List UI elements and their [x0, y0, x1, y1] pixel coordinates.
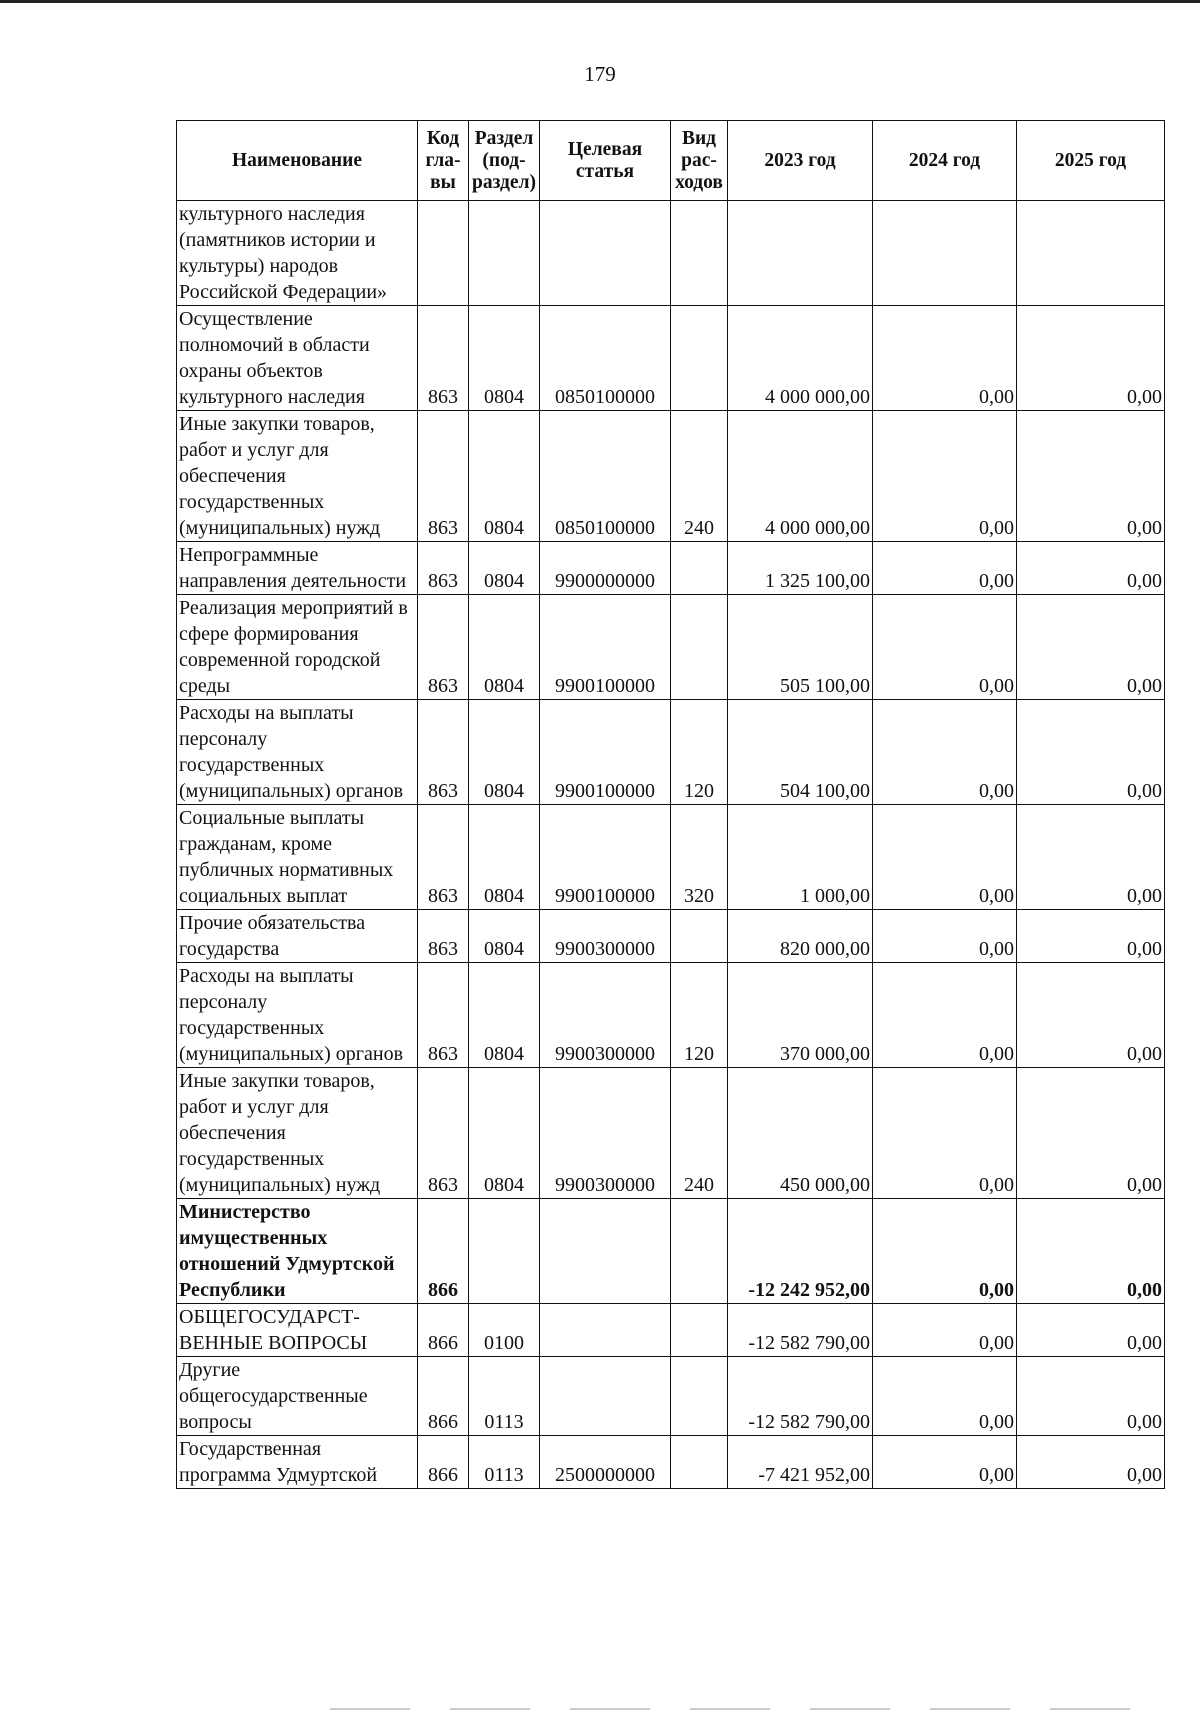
- cell-chapter: 863: [418, 595, 469, 700]
- cell-chapter: 863: [418, 805, 469, 910]
- cell-type: [671, 1436, 728, 1489]
- header-target: Целевая статья: [540, 121, 671, 201]
- cell-target: 9900300000: [540, 1068, 671, 1199]
- cell-y2024: 0,00: [873, 542, 1017, 595]
- cell-chapter: [418, 201, 469, 306]
- cell-name: Государственная программа Удмуртской: [177, 1436, 418, 1489]
- cell-y2024: 0,00: [873, 963, 1017, 1068]
- cell-section: 0804: [469, 411, 540, 542]
- page-number: 179: [584, 62, 616, 86]
- cell-target: 9900000000: [540, 542, 671, 595]
- cell-y2024: 0,00: [873, 1304, 1017, 1357]
- cell-y2023: 370 000,00: [728, 963, 873, 1068]
- cell-type: [671, 595, 728, 700]
- table-row: [177, 1304, 1165, 1357]
- cell-y2025: 0,00: [1017, 1357, 1165, 1436]
- cell-type: 320: [671, 805, 728, 910]
- cell-chapter: 866: [418, 1357, 469, 1436]
- cell-y2025: 0,00: [1017, 1068, 1165, 1199]
- cell-y2023: 1 325 100,00: [728, 542, 873, 595]
- cell-y2025: 0,00: [1017, 1199, 1165, 1304]
- cell-name: Непрограммные направления деятельности: [177, 542, 418, 595]
- cell-chapter: 863: [418, 411, 469, 542]
- cell-y2023: 450 000,00: [728, 1068, 873, 1199]
- cell-chapter: 863: [418, 1068, 469, 1199]
- cell-target: [540, 201, 671, 306]
- cell-name: Иные закупки товаров, работ и услуг для обеспечения государственных (муниципальных) нужд: [177, 1068, 418, 1199]
- header-2025: 2025 год: [1017, 121, 1165, 201]
- table-row: [177, 595, 1165, 700]
- table-header-row: [177, 121, 1165, 201]
- cell-target: 9900300000: [540, 910, 671, 963]
- cell-y2025: [1017, 201, 1165, 306]
- cell-y2023: [728, 201, 873, 306]
- cell-y2025: 0,00: [1017, 1304, 1165, 1357]
- cell-y2024: [873, 201, 1017, 306]
- cell-y2025: 0,00: [1017, 910, 1165, 963]
- cell-y2024: 0,00: [873, 595, 1017, 700]
- header-2023: 2023 год: [728, 121, 873, 201]
- cell-y2023: -12 582 790,00: [728, 1357, 873, 1436]
- cell-section: 0804: [469, 542, 540, 595]
- cell-target: 9900300000: [540, 963, 671, 1068]
- cell-y2025: 0,00: [1017, 595, 1165, 700]
- cell-type: [671, 201, 728, 306]
- cell-y2025: 0,00: [1017, 805, 1165, 910]
- cell-section: 0100: [469, 1304, 540, 1357]
- header-type: Вид рас-ходов: [671, 121, 728, 201]
- cell-chapter: 863: [418, 306, 469, 411]
- cell-target: 9900100000: [540, 700, 671, 805]
- cell-y2024: 0,00: [873, 910, 1017, 963]
- table-row: [177, 1199, 1165, 1304]
- cell-target: [540, 1199, 671, 1304]
- cell-y2023: -12 242 952,00: [728, 1199, 873, 1304]
- cell-y2024: 0,00: [873, 411, 1017, 542]
- table-row: [177, 201, 1165, 306]
- cell-section: 0804: [469, 963, 540, 1068]
- cell-name: Прочие обязательства государства: [177, 910, 418, 963]
- table-row: [177, 1357, 1165, 1436]
- cell-y2025: 0,00: [1017, 411, 1165, 542]
- cell-section: [469, 1199, 540, 1304]
- cell-target: 9900100000: [540, 805, 671, 910]
- cell-name: Реализация мероприятий в сфере формирования современной городской среды: [177, 595, 418, 700]
- cell-y2023: -7 421 952,00: [728, 1436, 873, 1489]
- cell-type: 240: [671, 1068, 728, 1199]
- cell-name: Министерство имущественных отношений Удмуртской Республики: [177, 1199, 418, 1304]
- cell-name: ОБЩЕГОСУДАРСТ-ВЕННЫЕ ВОПРОСЫ: [177, 1304, 418, 1357]
- cell-section: 0804: [469, 306, 540, 411]
- header-chapter: Код гла-вы: [418, 121, 469, 201]
- cell-y2024: 0,00: [873, 1436, 1017, 1489]
- table-row: [177, 700, 1165, 805]
- cell-y2023: 820 000,00: [728, 910, 873, 963]
- table-row: [177, 1068, 1165, 1199]
- cell-section: 0804: [469, 595, 540, 700]
- cell-section: 0804: [469, 910, 540, 963]
- cell-target: [540, 1357, 671, 1436]
- cell-name: Другие общегосударственные вопросы: [177, 1357, 418, 1436]
- cell-y2023: 1 000,00: [728, 805, 873, 910]
- cell-section: 0804: [469, 1068, 540, 1199]
- budget-table: [176, 120, 1165, 1489]
- table-body: [177, 201, 1165, 1489]
- table-row: [177, 306, 1165, 411]
- cell-chapter: 866: [418, 1436, 469, 1489]
- cell-type: 240: [671, 411, 728, 542]
- cell-y2024: 0,00: [873, 1199, 1017, 1304]
- cell-target: 9900100000: [540, 595, 671, 700]
- cell-type: [671, 1199, 728, 1304]
- cell-y2023: 504 100,00: [728, 700, 873, 805]
- header-2024: 2024 год: [873, 121, 1017, 201]
- table-row: [177, 963, 1165, 1068]
- cell-section: 0804: [469, 805, 540, 910]
- cell-chapter: 863: [418, 542, 469, 595]
- cell-name: Расходы на выплаты персоналу государственных (муниципальных) органов: [177, 700, 418, 805]
- cell-y2023: 4 000 000,00: [728, 306, 873, 411]
- cell-type: 120: [671, 700, 728, 805]
- table-row: [177, 910, 1165, 963]
- cell-y2025: 0,00: [1017, 542, 1165, 595]
- header-section: Раздел (под-раздел): [469, 121, 540, 201]
- cell-chapter: 866: [418, 1199, 469, 1304]
- cell-y2025: 0,00: [1017, 1436, 1165, 1489]
- cell-y2025: 0,00: [1017, 306, 1165, 411]
- cell-y2024: 0,00: [873, 1068, 1017, 1199]
- cell-name: Расходы на выплаты персоналу государственных (муниципальных) органов: [177, 963, 418, 1068]
- cell-y2023: 4 000 000,00: [728, 411, 873, 542]
- cell-name: культурного наследия (памятников истории и культуры) народов Российской Федерации»: [177, 201, 418, 306]
- cell-y2024: 0,00: [873, 1357, 1017, 1436]
- cell-target: 0850100000: [540, 411, 671, 542]
- cell-section: 0804: [469, 700, 540, 805]
- cell-target: 2500000000: [540, 1436, 671, 1489]
- cell-y2023: -12 582 790,00: [728, 1304, 873, 1357]
- cell-type: [671, 542, 728, 595]
- header-name: Наименование: [177, 121, 418, 201]
- cell-type: [671, 910, 728, 963]
- cell-y2024: 0,00: [873, 805, 1017, 910]
- cell-chapter: 863: [418, 963, 469, 1068]
- cell-type: [671, 306, 728, 411]
- cell-section: 0113: [469, 1357, 540, 1436]
- cell-section: [469, 201, 540, 306]
- cell-y2024: 0,00: [873, 306, 1017, 411]
- cell-y2024: 0,00: [873, 700, 1017, 805]
- footer-marks: [330, 1708, 1170, 1710]
- cell-type: [671, 1357, 728, 1436]
- table-row: [177, 1436, 1165, 1489]
- cell-chapter: 866: [418, 1304, 469, 1357]
- cell-name: Социальные выплаты гражданам, кроме публичных нормативных социальных выплат: [177, 805, 418, 910]
- cell-type: 120: [671, 963, 728, 1068]
- top-border-line: [0, 0, 1200, 3]
- cell-name: Иные закупки товаров, работ и услуг для обеспечения государственных (муниципальных) нужд: [177, 411, 418, 542]
- cell-type: [671, 1304, 728, 1357]
- cell-y2023: 505 100,00: [728, 595, 873, 700]
- table-row: [177, 805, 1165, 910]
- cell-target: [540, 1304, 671, 1357]
- cell-target: 0850100000: [540, 306, 671, 411]
- cell-chapter: 863: [418, 700, 469, 805]
- table-row: [177, 542, 1165, 595]
- cell-y2025: 0,00: [1017, 700, 1165, 805]
- cell-section: 0113: [469, 1436, 540, 1489]
- table-row: [177, 411, 1165, 542]
- cell-chapter: 863: [418, 910, 469, 963]
- cell-y2025: 0,00: [1017, 963, 1165, 1068]
- cell-name: Осуществление полномочий в области охраны объектов культурного наследия: [177, 306, 418, 411]
